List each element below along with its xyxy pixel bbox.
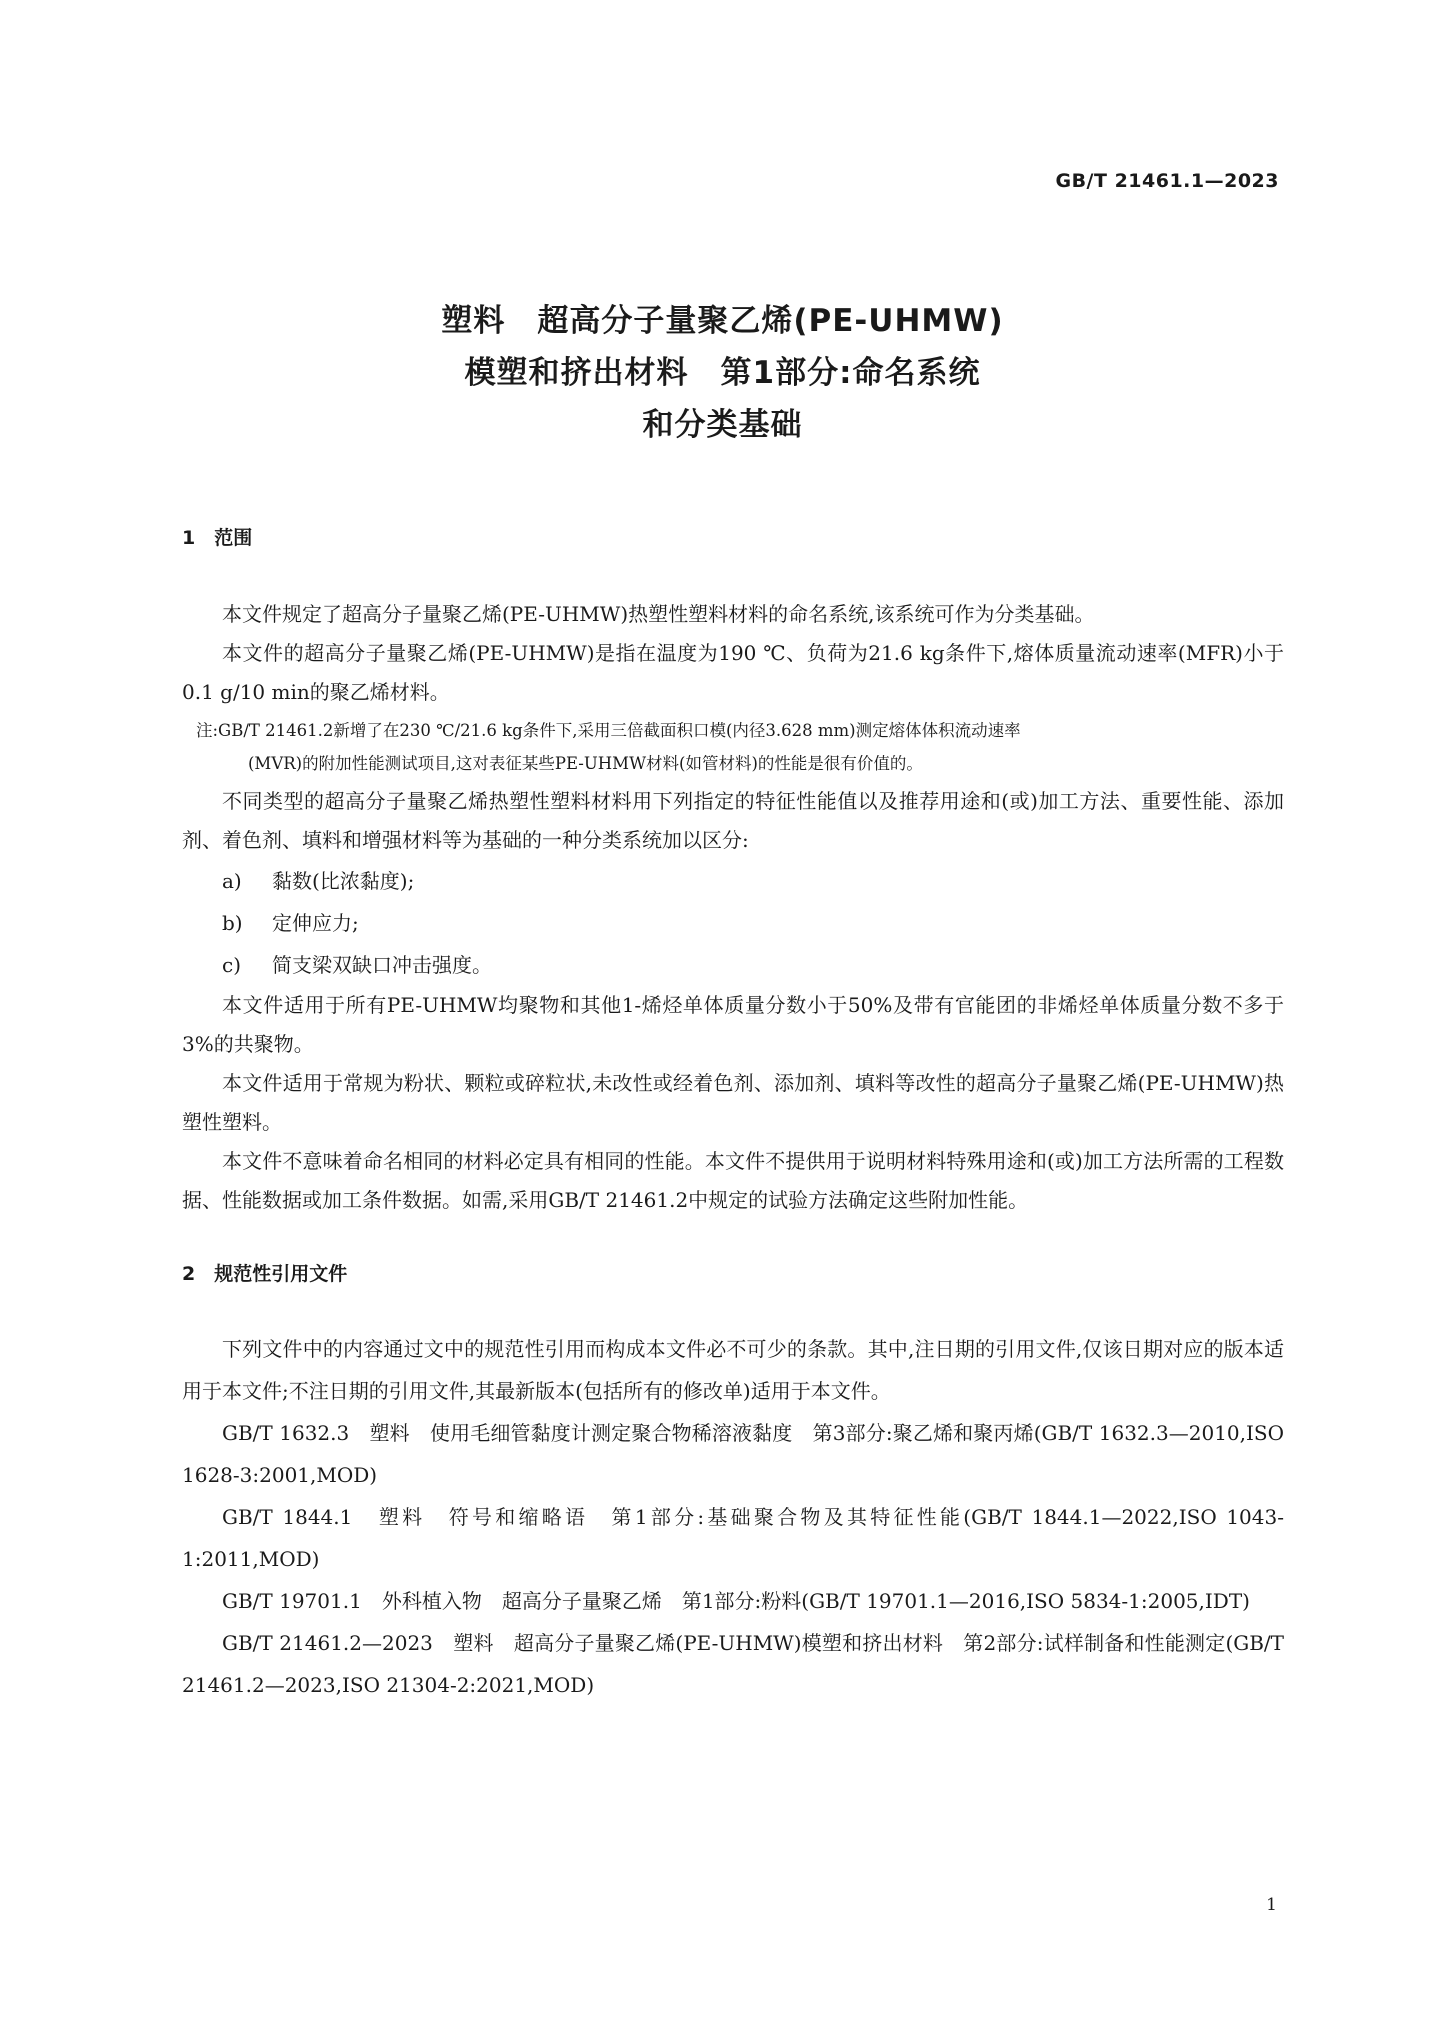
section-1-heading: 1 范围	[182, 527, 253, 549]
list-item-text: 定伸应力;	[272, 911, 359, 935]
note-line-1: 注:GB/T 21461.2新增了在230 ℃/21.6 kg条件下,采用三倍截面积口模(内径3.628 mm)测定熔体体积流动速率	[196, 721, 1021, 740]
list-item	[182, 902, 1284, 944]
scope-paragraph-2: 本文件的超高分子量聚乙烯(PE-UHMW)是指在温度为190 ℃、负荷为21.6 kg条件下,熔体质量流动速率(MFR)小于0.1 g/10 min的聚乙烯材料。	[182, 641, 1284, 704]
reference-entry: GB/T 1632.3 塑料 使用毛细管黏度计测定聚合物稀溶液黏度 第3部分:聚乙烯和聚丙烯(GB/T 1632.3—2010,ISO 1628-3:2001,MOD)	[182, 1421, 1284, 1487]
note-line-2: (MVR)的附加性能测试项目,这对表征某些PE-UHMW材料(如管材料)的性能是很有价值的。	[248, 754, 923, 773]
reference-entry: GB/T 21461.2—2023 塑料 超高分子量聚乙烯(PE-UHMW)模塑和挤出材料 第2部分:试样制备和性能测定(GB/T 21461.2—2023,ISO 21304-2:2021,MOD)	[182, 1631, 1284, 1697]
scope-paragraph-5: 本文件适用于常规为粉状、颗粒或碎粒状,未改性或经着色剂、添加剂、填料等改性的超高分子量聚乙烯(PE-UHMW)热塑性塑料。	[182, 1071, 1284, 1134]
list-item-label: a)	[222, 869, 242, 893]
scope-note	[182, 714, 1284, 780]
document-body	[182, 520, 1284, 1706]
scope-paragraph-1: 本文件规定了超高分子量聚乙烯(PE-UHMW)热塑性塑料材料的命名系统,该系统可作为分类基础。	[222, 602, 1095, 626]
title-line-1: 塑料 超高分子量聚乙烯(PE-UHMW)	[441, 303, 1004, 339]
page-number: 1	[1266, 1895, 1277, 1915]
scope-paragraph-3: 不同类型的超高分子量聚乙烯热塑性塑料材料用下列指定的特征性能值以及推荐用途和(或)加工方法、重要性能、添加剂、着色剂、填料和增强材料等为基础的一种分类系统加以区分:	[182, 789, 1284, 852]
list-item	[182, 944, 1284, 986]
list-item-text: 简支梁双缺口冲击强度。	[272, 953, 492, 977]
title-line-2: 模塑和挤出材料 第1部分:命名系统	[464, 355, 981, 391]
list-item-text: 黏数(比浓黏度);	[272, 869, 415, 893]
reference-entry: GB/T 19701.1 外科植入物 超高分子量聚乙烯 第1部分:粉料(GB/T 19701.1—2016,ISO 5834-1:2005,IDT)	[222, 1589, 1250, 1613]
list-item-label: c)	[222, 953, 242, 977]
list-item	[182, 860, 1284, 902]
title-line-3: 和分类基础	[642, 407, 803, 443]
reference-entry: GB/T 1844.1 塑料 符号和缩略语 第1部分:基础聚合物及其特征性能(GB/T 1844.1—2022,ISO 1043-1:2011,MOD)	[182, 1505, 1284, 1571]
list-item-label: b)	[222, 911, 243, 935]
scope-paragraph-6: 本文件不意味着命名相同的材料必定具有相同的性能。本文件不提供用于说明材料特殊用途和(或)加工方法所需的工程数据、性能数据或加工条件数据。如需,采用GB/T 21461.2中规定的试验方法确定这些附加性能。	[182, 1149, 1284, 1212]
scope-paragraph-4: 本文件适用于所有PE-UHMW均聚物和其他1-烯烃单体质量分数小于50%及带有官能团的非烯烃单体质量分数不多于3%的共聚物。	[182, 993, 1284, 1056]
document-title	[0, 295, 1445, 451]
references-intro: 下列文件中的内容通过文中的规范性引用而构成本文件必不可少的条款。其中,注日期的引用文件,仅该日期对应的版本适用于本文件;不注日期的引用文件,其最新版本(包括所有的修改单)适用于本文件。	[182, 1337, 1284, 1403]
standard-number: GB/T 21461.1—2023	[1055, 170, 1279, 192]
section-2-heading: 2 规范性引用文件	[182, 1263, 348, 1285]
